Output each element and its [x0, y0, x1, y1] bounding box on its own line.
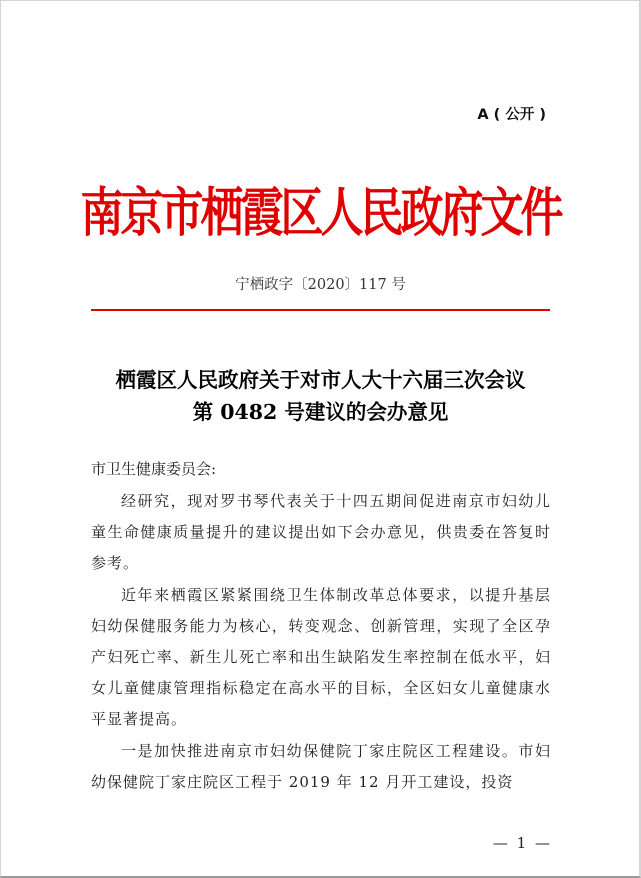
paragraph: 近年来栖霞区紧紧围绕卫生体制改革总体要求，以提升基层妇幼保健服务能力为核心，转变观念、创新管理，实现了全区孕产妇死亡率、新生儿死亡率和出生缺陷发生率控制在低水平，妇女儿童健康管理指标稳定在高水平的目标，全区妇女儿童健康水平显著提高。: [91, 585, 551, 729]
title-line-1: 栖霞区人民政府关于对市人大十六届三次会议: [115, 368, 526, 392]
title-line-2: 第 0482 号建议的会办意见: [192, 400, 449, 424]
document-title: [0, 364, 641, 428]
red-separator-line: [91, 309, 550, 311]
body-text: [91, 486, 551, 798]
paragraph: 一是加快推进南京市妇幼保健院丁家庄院区工程建设。市妇幼保健院丁家庄院区工程于 2019 年 12 月开工建设，投资: [91, 741, 551, 791]
recipient: 市卫生健康委员会:: [91, 460, 217, 478]
document-number: 宁栖政字〔2020〕117 号: [235, 277, 406, 293]
document-header: 南京市栖霞区人民政府文件: [80, 182, 561, 244]
page-number: — 1 —: [492, 834, 552, 852]
paragraph: 经研究，现对罗书琴代表关于十四五期间促进南京市妇幼儿童生命健康质量提升的建议提出如下会办意见，供贵委在答复时参考。: [91, 492, 551, 573]
classification-label: A ( 公开 ): [477, 107, 546, 123]
